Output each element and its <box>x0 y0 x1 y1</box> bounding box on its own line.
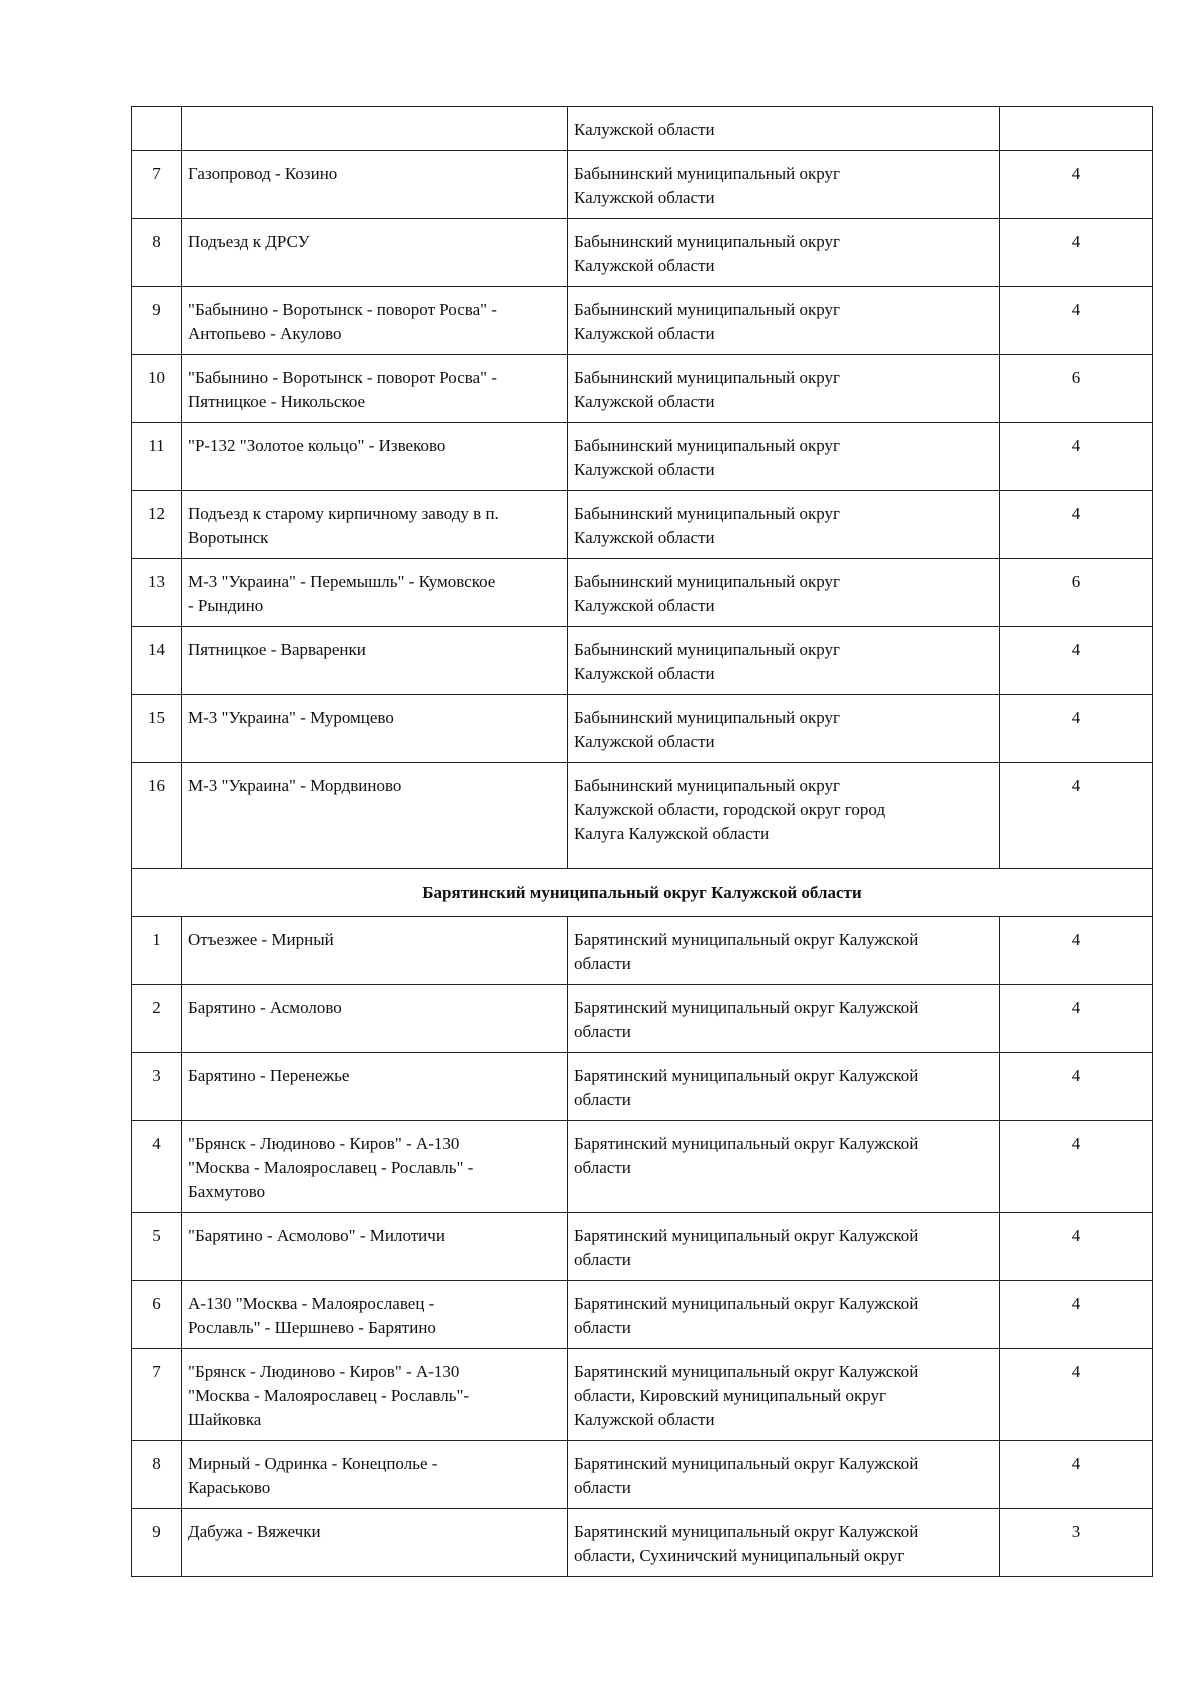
road-name-cell <box>182 1349 568 1441</box>
lanes-cell <box>1000 151 1153 219</box>
road-name: Отъезжее - Мирный <box>188 930 334 949</box>
road-name-cell <box>182 1053 568 1121</box>
district-cell <box>568 355 1000 423</box>
district-cell <box>568 1349 1000 1441</box>
district-cell <box>568 1441 1000 1509</box>
lanes-cell <box>1000 107 1153 151</box>
road-name: Барятино - Асмолово <box>188 998 342 1017</box>
table-row <box>132 695 1153 763</box>
table-row <box>132 355 1153 423</box>
row-number-cell <box>132 1349 182 1441</box>
section-header-row <box>132 869 1153 917</box>
district-cell <box>568 627 1000 695</box>
roads-table <box>131 106 1153 1577</box>
row-number-cell <box>132 355 182 423</box>
road-name: Подъезд к старому кирпичному заводу в п. Воротынск <box>188 504 499 547</box>
lanes-cell <box>1000 1349 1153 1441</box>
section-title: Барятинский муниципальный округ Калужской области <box>132 869 1153 917</box>
lanes-value: 4 <box>1071 1066 1081 1085</box>
district-name: Бабынинский муниципальный округ Калужской области <box>574 436 840 479</box>
row-number-cell <box>132 1053 182 1121</box>
table-row <box>132 219 1153 287</box>
row-number: 7 <box>152 164 161 183</box>
district-name: Калужской области <box>574 120 715 139</box>
district-name: Барятинский муниципальный округ Калужской области <box>574 998 919 1041</box>
row-number-cell <box>132 1121 182 1213</box>
district-cell <box>568 1121 1000 1213</box>
district-name: Бабынинский муниципальный округ Калужской области, городской округ город Калуга Калужской области <box>574 776 886 843</box>
road-name-cell <box>182 917 568 985</box>
table-row <box>132 1509 1153 1577</box>
lanes-value: 4 <box>1071 1362 1081 1381</box>
road-name-cell <box>182 355 568 423</box>
road-name-cell <box>182 107 568 151</box>
row-number-cell <box>132 287 182 355</box>
district-name: Барятинский муниципальный округ Калужской области <box>574 1134 919 1177</box>
table-row <box>132 1349 1153 1441</box>
road-name: "Брянск - Людиново - Киров" - А-130 "Москва - Малоярославец - Рославль" - Бахмутово <box>188 1134 474 1201</box>
district-name: Бабынинский муниципальный округ Калужской области <box>574 232 840 275</box>
district-name: Бабынинский муниципальный округ Калужской области <box>574 640 840 683</box>
lanes-value: 4 <box>1071 504 1081 523</box>
lanes-cell <box>1000 1509 1153 1577</box>
road-name: Газопровод - Козино <box>188 164 338 183</box>
lanes-value: 4 <box>1071 1134 1081 1153</box>
district-cell <box>568 151 1000 219</box>
lanes-value: 4 <box>1071 164 1081 183</box>
district-cell <box>568 219 1000 287</box>
lanes-value: 4 <box>1071 930 1081 949</box>
lanes-value: 4 <box>1071 232 1081 251</box>
road-name: "Брянск - Людиново - Киров" - А-130 "Москва - Малоярославец - Рославль"- Шайковка <box>188 1362 470 1429</box>
lanes-cell <box>1000 219 1153 287</box>
district-cell <box>568 491 1000 559</box>
road-name-cell <box>182 1509 568 1577</box>
table-row <box>132 151 1153 219</box>
lanes-value: 4 <box>1071 776 1081 795</box>
road-name: Барятино - Перенежье <box>188 1066 350 1085</box>
row-number-cell <box>132 219 182 287</box>
row-number: 9 <box>152 300 161 319</box>
district-name: Барятинский муниципальный округ Калужской области, Сухиничский муниципальный округ <box>574 1522 919 1565</box>
row-number-cell <box>132 423 182 491</box>
road-name-cell <box>182 985 568 1053</box>
road-name: Пятницкое - Варваренки <box>188 640 366 659</box>
district-name: Бабынинский муниципальный округ Калужской области <box>574 300 840 343</box>
table-row <box>132 1121 1153 1213</box>
lanes-value: 6 <box>1071 572 1081 591</box>
lanes-value: 4 <box>1071 1454 1081 1473</box>
roads-table-body <box>132 107 1153 1577</box>
table-row <box>132 627 1153 695</box>
district-cell <box>568 917 1000 985</box>
district-cell <box>568 423 1000 491</box>
lanes-value: 6 <box>1071 368 1081 387</box>
row-number-cell <box>132 1441 182 1509</box>
table-row <box>132 559 1153 627</box>
lanes-value: 4 <box>1071 998 1081 1017</box>
row-number-cell <box>132 917 182 985</box>
district-cell <box>568 1213 1000 1281</box>
lanes-cell <box>1000 985 1153 1053</box>
row-number: 9 <box>152 1522 161 1541</box>
district-cell <box>568 559 1000 627</box>
row-number: 12 <box>148 504 165 523</box>
row-number: 3 <box>152 1066 161 1085</box>
road-name: "Бабынино - Воротынск - поворот Росва" - Антопьево - Акулово <box>188 300 497 343</box>
district-cell <box>568 763 1000 869</box>
table-row <box>132 423 1153 491</box>
district-name: Бабынинский муниципальный округ Калужской области <box>574 164 840 207</box>
row-number: 14 <box>148 640 165 659</box>
district-cell <box>568 287 1000 355</box>
row-number: 11 <box>148 436 165 455</box>
road-name-cell <box>182 695 568 763</box>
row-number: 1 <box>152 930 161 949</box>
lanes-cell <box>1000 559 1153 627</box>
road-name-cell <box>182 1281 568 1349</box>
road-name-cell <box>182 1441 568 1509</box>
road-name-cell <box>182 423 568 491</box>
row-number: 6 <box>152 1294 161 1313</box>
district-cell <box>568 985 1000 1053</box>
road-name: "Бабынино - Воротынск - поворот Росва" - Пятницкое - Никольское <box>188 368 497 411</box>
lanes-cell <box>1000 491 1153 559</box>
row-number: 2 <box>152 998 161 1017</box>
table-row <box>132 287 1153 355</box>
table-row-continuation <box>132 107 1153 151</box>
road-name: "Р-132 "Золотое кольцо" - Извеково <box>188 436 446 455</box>
lanes-cell <box>1000 627 1153 695</box>
lanes-value: 3 <box>1071 1522 1081 1541</box>
district-name: Барятинский муниципальный округ Калужской области <box>574 1454 919 1497</box>
lanes-cell <box>1000 695 1153 763</box>
row-number-cell <box>132 627 182 695</box>
row-number-cell <box>132 985 182 1053</box>
table-row <box>132 1441 1153 1509</box>
district-name: Бабынинский муниципальный округ Калужской области <box>574 708 840 751</box>
row-number: 8 <box>152 1454 161 1473</box>
district-name: Бабынинский муниципальный округ Калужской области <box>574 368 840 411</box>
district-name: Барятинский муниципальный округ Калужской области <box>574 930 919 973</box>
lanes-value: 4 <box>1071 1294 1081 1313</box>
table-row <box>132 763 1153 869</box>
lanes-cell <box>1000 1053 1153 1121</box>
row-number: 5 <box>152 1226 161 1245</box>
row-number-cell <box>132 1509 182 1577</box>
road-name-cell <box>182 763 568 869</box>
table-row <box>132 491 1153 559</box>
lanes-value: 4 <box>1071 640 1081 659</box>
lanes-cell <box>1000 763 1153 869</box>
district-name: Барятинский муниципальный округ Калужской области <box>574 1226 919 1269</box>
lanes-value: 4 <box>1071 300 1081 319</box>
table-row <box>132 1281 1153 1349</box>
row-number: 8 <box>152 232 161 251</box>
lanes-value: 4 <box>1071 1226 1081 1245</box>
lanes-cell <box>1000 287 1153 355</box>
road-name-cell <box>182 491 568 559</box>
district-name: Бабынинский муниципальный округ Калужской области <box>574 504 840 547</box>
road-name-cell <box>182 287 568 355</box>
district-name: Барятинский муниципальный округ Калужской области <box>574 1066 919 1109</box>
row-number: 15 <box>148 708 165 727</box>
row-number-cell <box>132 151 182 219</box>
row-number-cell <box>132 491 182 559</box>
row-number-cell <box>132 559 182 627</box>
district-cell <box>568 107 1000 151</box>
road-name: "Барятино - Асмолово" - Милотичи <box>188 1226 445 1245</box>
lanes-value: 4 <box>1071 436 1081 455</box>
lanes-cell <box>1000 355 1153 423</box>
road-name: М-3 "Украина" - Перемышль" - Кумовское - Рындино <box>188 572 496 615</box>
row-number-cell <box>132 763 182 869</box>
road-name: Подъезд к ДРСУ <box>188 232 310 251</box>
road-name: Мирный - Одринка - Конецполье - Караськово <box>188 1454 438 1497</box>
road-name: М-3 "Украина" - Мордвиново <box>188 776 402 795</box>
lanes-cell <box>1000 1281 1153 1349</box>
lanes-value: 4 <box>1071 708 1081 727</box>
road-name-cell <box>182 219 568 287</box>
row-number: 13 <box>148 572 165 591</box>
table-row <box>132 917 1153 985</box>
road-name: А-130 "Москва - Малоярославец - Рославль" - Шершнево - Барятино <box>188 1294 436 1337</box>
district-cell <box>568 1053 1000 1121</box>
road-name-cell <box>182 1213 568 1281</box>
road-name-cell <box>182 151 568 219</box>
district-name: Барятинский муниципальный округ Калужской области, Кировский муниципальный округ Калужской области <box>574 1362 919 1429</box>
row-number-cell <box>132 1213 182 1281</box>
row-number-cell <box>132 1281 182 1349</box>
table-row <box>132 1213 1153 1281</box>
row-number: 16 <box>148 776 165 795</box>
district-name: Барятинский муниципальный округ Калужской области <box>574 1294 919 1337</box>
row-number-cell <box>132 107 182 151</box>
table-row <box>132 985 1153 1053</box>
road-name: М-3 "Украина" - Муромцево <box>188 708 394 727</box>
road-name-cell <box>182 1121 568 1213</box>
lanes-cell <box>1000 917 1153 985</box>
lanes-cell <box>1000 1121 1153 1213</box>
lanes-cell <box>1000 1441 1153 1509</box>
row-number: 4 <box>152 1134 161 1153</box>
row-number-cell <box>132 695 182 763</box>
road-name-cell <box>182 559 568 627</box>
district-cell <box>568 1509 1000 1577</box>
lanes-cell <box>1000 1213 1153 1281</box>
district-cell <box>568 695 1000 763</box>
table-row <box>132 1053 1153 1121</box>
lanes-cell <box>1000 423 1153 491</box>
road-name: Дабужа - Вяжечки <box>188 1522 321 1541</box>
road-name-cell <box>182 627 568 695</box>
district-cell <box>568 1281 1000 1349</box>
district-name: Бабынинский муниципальный округ Калужской области <box>574 572 840 615</box>
row-number: 10 <box>148 368 165 387</box>
row-number: 7 <box>152 1362 161 1381</box>
